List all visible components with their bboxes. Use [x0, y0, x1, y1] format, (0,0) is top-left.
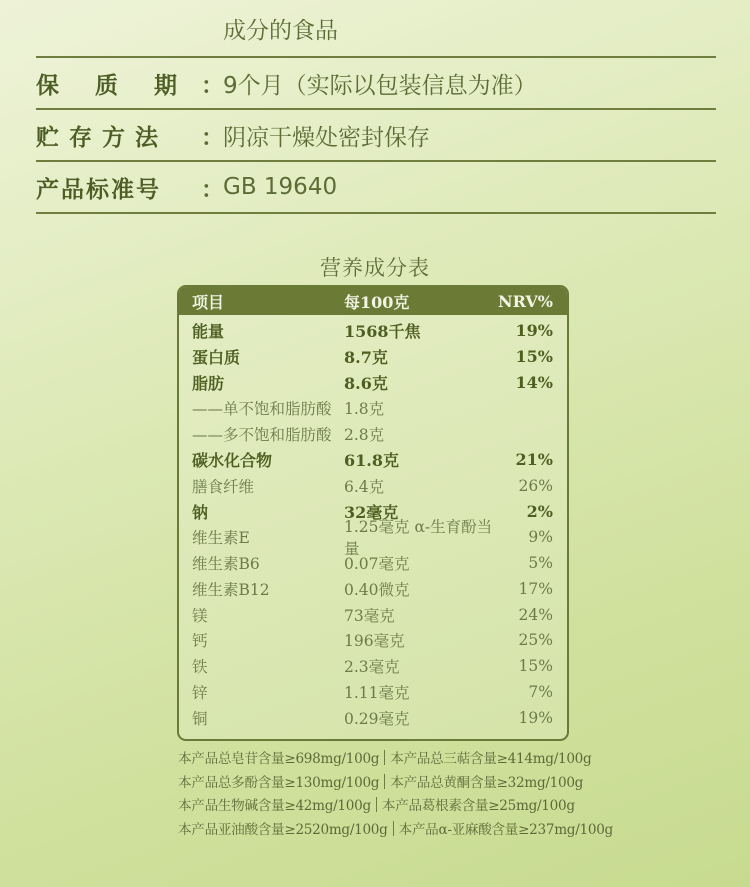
- row-name: 膳食纤维: [192, 477, 255, 496]
- note-text: 本产品总黄酮含量≥32mg/100g: [390, 774, 584, 791]
- row-amount: 2.3毫克: [344, 658, 400, 677]
- row-nrv: 14%: [515, 372, 553, 392]
- info-row-standard: [36, 162, 716, 214]
- table-row: [179, 653, 567, 679]
- table-row: [179, 473, 567, 499]
- row-amount: 1.11毫克: [344, 684, 410, 703]
- row-name: 维生素B6: [192, 555, 260, 574]
- note-text: 本产品葛根素含量≥25mg/100g: [381, 798, 575, 814]
- note-divider: [393, 821, 394, 836]
- table-row: [179, 395, 567, 421]
- row-name: 维生素B12: [192, 580, 270, 599]
- table-row: [179, 602, 567, 628]
- row-name: 锌: [192, 684, 208, 703]
- row-name: ——单不饱和脂肪酸: [192, 400, 332, 419]
- table-row: [179, 318, 567, 344]
- row-nrv: 26%: [518, 476, 553, 495]
- row-amount: 196毫克: [344, 632, 405, 651]
- storage-colon: ：: [201, 124, 224, 151]
- note-text: 本产品总皂苷含量≥698mg/100g: [178, 751, 380, 767]
- nutrition-table-header: [179, 287, 567, 315]
- note-divider: [384, 774, 385, 789]
- row-name: 碳水化合物: [192, 451, 273, 471]
- info-row-shelf-life: [36, 58, 716, 110]
- table-row: [179, 447, 567, 473]
- note-divider: [376, 797, 377, 812]
- table-row: [179, 628, 567, 654]
- row-amount: 0.40微克: [344, 580, 410, 599]
- row-nrv: 24%: [518, 605, 553, 624]
- table-row: [179, 370, 567, 396]
- info-row-storage: [36, 110, 716, 162]
- row-nrv: 17%: [518, 579, 553, 598]
- note-line: [178, 795, 598, 819]
- table-row: [179, 421, 567, 447]
- shelf-life-colon: ：: [201, 72, 224, 99]
- row-name: 能量: [192, 322, 225, 342]
- note-text: 本产品总多酚含量≥130mg/100g: [178, 774, 380, 791]
- row-name: 维生素E: [192, 529, 250, 548]
- row-name: 钙: [192, 632, 208, 651]
- shelf-life-value: 9个月（实际以包装信息为准）: [223, 72, 537, 99]
- note-text: 本产品亚油酸含量≥2520mg/100g: [178, 821, 388, 838]
- note-divider: [384, 750, 385, 765]
- row-nrv: 19%: [518, 708, 553, 727]
- storage-value: 阴凉干燥处密封保存: [223, 124, 430, 151]
- row-nrv: 2%: [526, 501, 553, 521]
- product-info-block: [36, 0, 716, 214]
- row-nrv: 15%: [518, 657, 553, 676]
- row-amount: 32毫克: [344, 502, 399, 522]
- storage-label: 贮存方法: [36, 124, 168, 151]
- row-amount: 73毫克: [344, 606, 395, 625]
- note-line: [178, 819, 613, 843]
- header-per-100g: 每100克: [344, 292, 410, 312]
- nutrition-table: [177, 285, 569, 741]
- row-name: 铁: [192, 658, 208, 677]
- row-name: 铜: [192, 709, 208, 728]
- row-nrv: 7%: [528, 683, 553, 702]
- row-amount: 8.6克: [344, 373, 388, 393]
- header-item: 项目: [192, 292, 225, 312]
- note-line: [178, 748, 598, 772]
- row-amount: 1568千焦: [344, 322, 421, 342]
- row-nrv: 25%: [518, 631, 553, 650]
- row-amount: 2.8克: [344, 426, 385, 445]
- table-row: [179, 705, 567, 731]
- row-amount: 1.8克: [344, 400, 385, 419]
- row-nrv: 21%: [515, 450, 553, 470]
- nutrition-table-body: [179, 315, 567, 731]
- note-text: 本产品生物碱含量≥42mg/100g: [178, 798, 371, 814]
- row-amount: 6.4克: [344, 477, 385, 496]
- note-text: 本产品总三萜含量≥414mg/100g: [390, 751, 592, 767]
- standard-label: 产品标准号: [36, 176, 161, 203]
- row-amount: 0.29毫克: [344, 709, 410, 728]
- row-name: ——多不饱和脂肪酸: [192, 426, 332, 445]
- row-nrv: 15%: [515, 347, 553, 367]
- standard-colon: ：: [201, 176, 224, 203]
- row-amount: 8.7克: [344, 348, 388, 368]
- row-name: 钠: [192, 502, 209, 522]
- row-name: 蛋白质: [192, 348, 241, 368]
- row-name: 脂肪: [192, 373, 225, 393]
- ingredients-tail-text: 成分的食品: [223, 17, 338, 44]
- table-row: [179, 518, 567, 559]
- table-row: [179, 679, 567, 705]
- nutrition-table-title: 营养成分表: [320, 256, 430, 280]
- content-notes: [178, 748, 613, 842]
- row-name: 镁: [192, 606, 208, 625]
- table-row: [179, 550, 567, 576]
- row-nrv: 5%: [528, 554, 553, 573]
- table-row: [179, 576, 567, 602]
- note-line: [178, 772, 598, 796]
- row-nrv: 9%: [528, 528, 553, 547]
- table-row: [179, 344, 567, 370]
- row-amount: 1.25毫克 α-生育酚当量: [344, 518, 493, 559]
- shelf-life-label: 保 质 期: [36, 72, 192, 99]
- header-nrv: NRV%: [498, 291, 553, 311]
- row-nrv: 19%: [515, 321, 553, 341]
- info-row-ingredients: [36, 0, 716, 58]
- row-amount: 0.07毫克: [344, 555, 410, 574]
- standard-value: GB 19640: [223, 174, 338, 200]
- row-amount: 61.8克: [344, 451, 399, 471]
- note-text: 本产品α-亚麻酸含量≥237mg/100g: [398, 821, 613, 838]
